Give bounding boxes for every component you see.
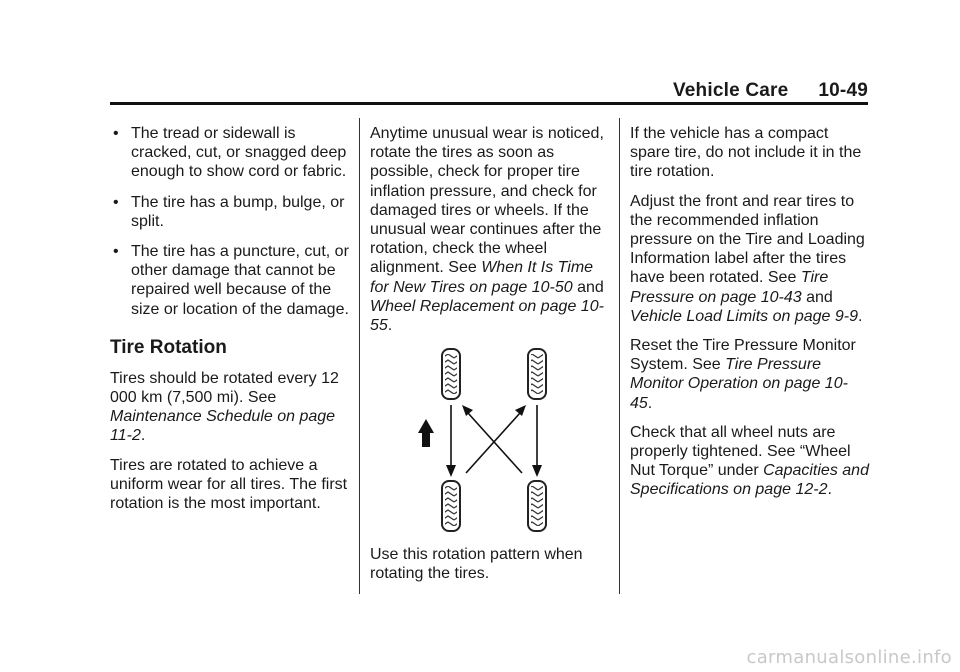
column-1 xyxy=(110,124,350,523)
paragraph: Adjust the front and rear tires to the recommended inflation pressure on the Tire and Loading Information label after the tires have been rotated. See Tire Pressure on page 10-43 and Vehicle Load Limits on page 9-9. xyxy=(630,192,865,325)
bullet-item xyxy=(110,124,350,182)
cross-reference-link[interactable]: When It Is Time for New Tires on page 10-50 xyxy=(370,259,594,296)
paragraph-text: Anytime unusual wear is noticed, rotate the tires as soon as possible, check for proper tire inflation pressure, and check for damaged tires or wheels. If the unusual wear continues after the rotation, check the wheel alignment. See xyxy=(370,125,604,277)
paragraph: Anytime unusual wear is noticed, rotate the tires as soon as possible, check for proper tire inflation pressure, and check for damaged tires or wheels. If the unusual wear continues after the rotation, check the wheel alignment. See When It Is Time for New Tires on page 10-50 and Wheel Replacement on page 10-55. xyxy=(370,125,604,335)
watermark: carmanualsonline.info xyxy=(746,647,952,668)
rear-left-tire xyxy=(442,481,460,531)
column-divider-1 xyxy=(359,118,360,594)
column-2 xyxy=(370,124,610,594)
bullet-item xyxy=(110,193,350,231)
bullet-text: The tread or sidewall is cracked, cut, or snagged deep enough to show cord or fabric. xyxy=(131,125,347,181)
bullet-dot: • xyxy=(113,125,119,142)
column-divider-2 xyxy=(619,118,620,594)
section-title: Vehicle Care xyxy=(672,80,789,101)
front-left-tire xyxy=(442,349,460,399)
paragraph: Reset the Tire Pressure Monitor System. See Tire Pressure Monitor Operation on page 10-45. xyxy=(630,337,856,412)
diagram-caption: Use this rotation pattern when rotating the tires. xyxy=(370,546,583,583)
tire-rotation-diagram xyxy=(370,347,610,533)
bullet-item xyxy=(110,242,350,319)
rear-right-tire xyxy=(528,481,546,531)
paragraph-text: Adjust the front and rear tires to the recommended inflation pressure on the Tire and Loading Information label after the tires have been rotated. See xyxy=(630,192,865,287)
page-number: 10-49 xyxy=(818,80,868,101)
cross-reference-link[interactable]: Wheel Replacement on page 10-55 xyxy=(370,297,604,335)
paragraph: Tires are rotated to achieve a uniform wear for all tires. The first rotation is the most important. xyxy=(110,456,348,513)
paragraph-text: Tires should be rotated every 12 000 km (7,500 mi). See xyxy=(110,369,339,407)
paragraph: If the vehicle has a compact spare tire, do not include it in the tire rotation. xyxy=(630,125,862,181)
rotation-arrows xyxy=(446,405,542,477)
column-3 xyxy=(630,124,870,510)
paragraph-text: and xyxy=(577,278,604,296)
cross-reference-link[interactable]: Tire Pressure Monitor Operation on page 10-45 xyxy=(630,356,848,412)
page-header xyxy=(110,80,868,102)
section-heading: Tire Rotation xyxy=(110,336,227,358)
bullet-dot: • xyxy=(113,243,119,261)
front-direction-arrow-icon xyxy=(418,419,434,447)
front-right-tire xyxy=(528,349,546,399)
bullet-dot: • xyxy=(113,193,119,211)
paragraph-text: and xyxy=(806,288,833,306)
cross-reference-link[interactable]: Capacities and Specifications on page 12-2 xyxy=(630,462,869,499)
paragraph-text: Reset the Tire Pressure Monitor System. See xyxy=(630,337,856,374)
cross-reference-link[interactable]: Tire Pressure on page 10-43 xyxy=(630,269,829,306)
paragraph: Tires should be rotated every 12 000 km (7,500 mi). See Maintenance Schedule on page 11-2. xyxy=(110,369,339,445)
bullet-text: The tire has a puncture, cut, or other damage that cannot be repaired well because of the size or location of the damage. xyxy=(131,243,349,318)
bullet-text: The tire has a bump, bulge, or split. xyxy=(131,193,345,230)
paragraph-text: Check that all wheel nuts are properly tightened. See “Wheel Nut Torque” under xyxy=(630,423,851,480)
paragraph: Check that all wheel nuts are properly tightened. See “Wheel Nut Torque” under Capacities and Specifications on page 12-2. xyxy=(630,423,869,499)
cross-reference-link[interactable]: Vehicle Load Limits on page 9-9 xyxy=(630,307,858,325)
header-rule xyxy=(110,102,868,105)
cross-reference-link[interactable]: Maintenance Schedule on page 11-2 xyxy=(110,408,336,445)
